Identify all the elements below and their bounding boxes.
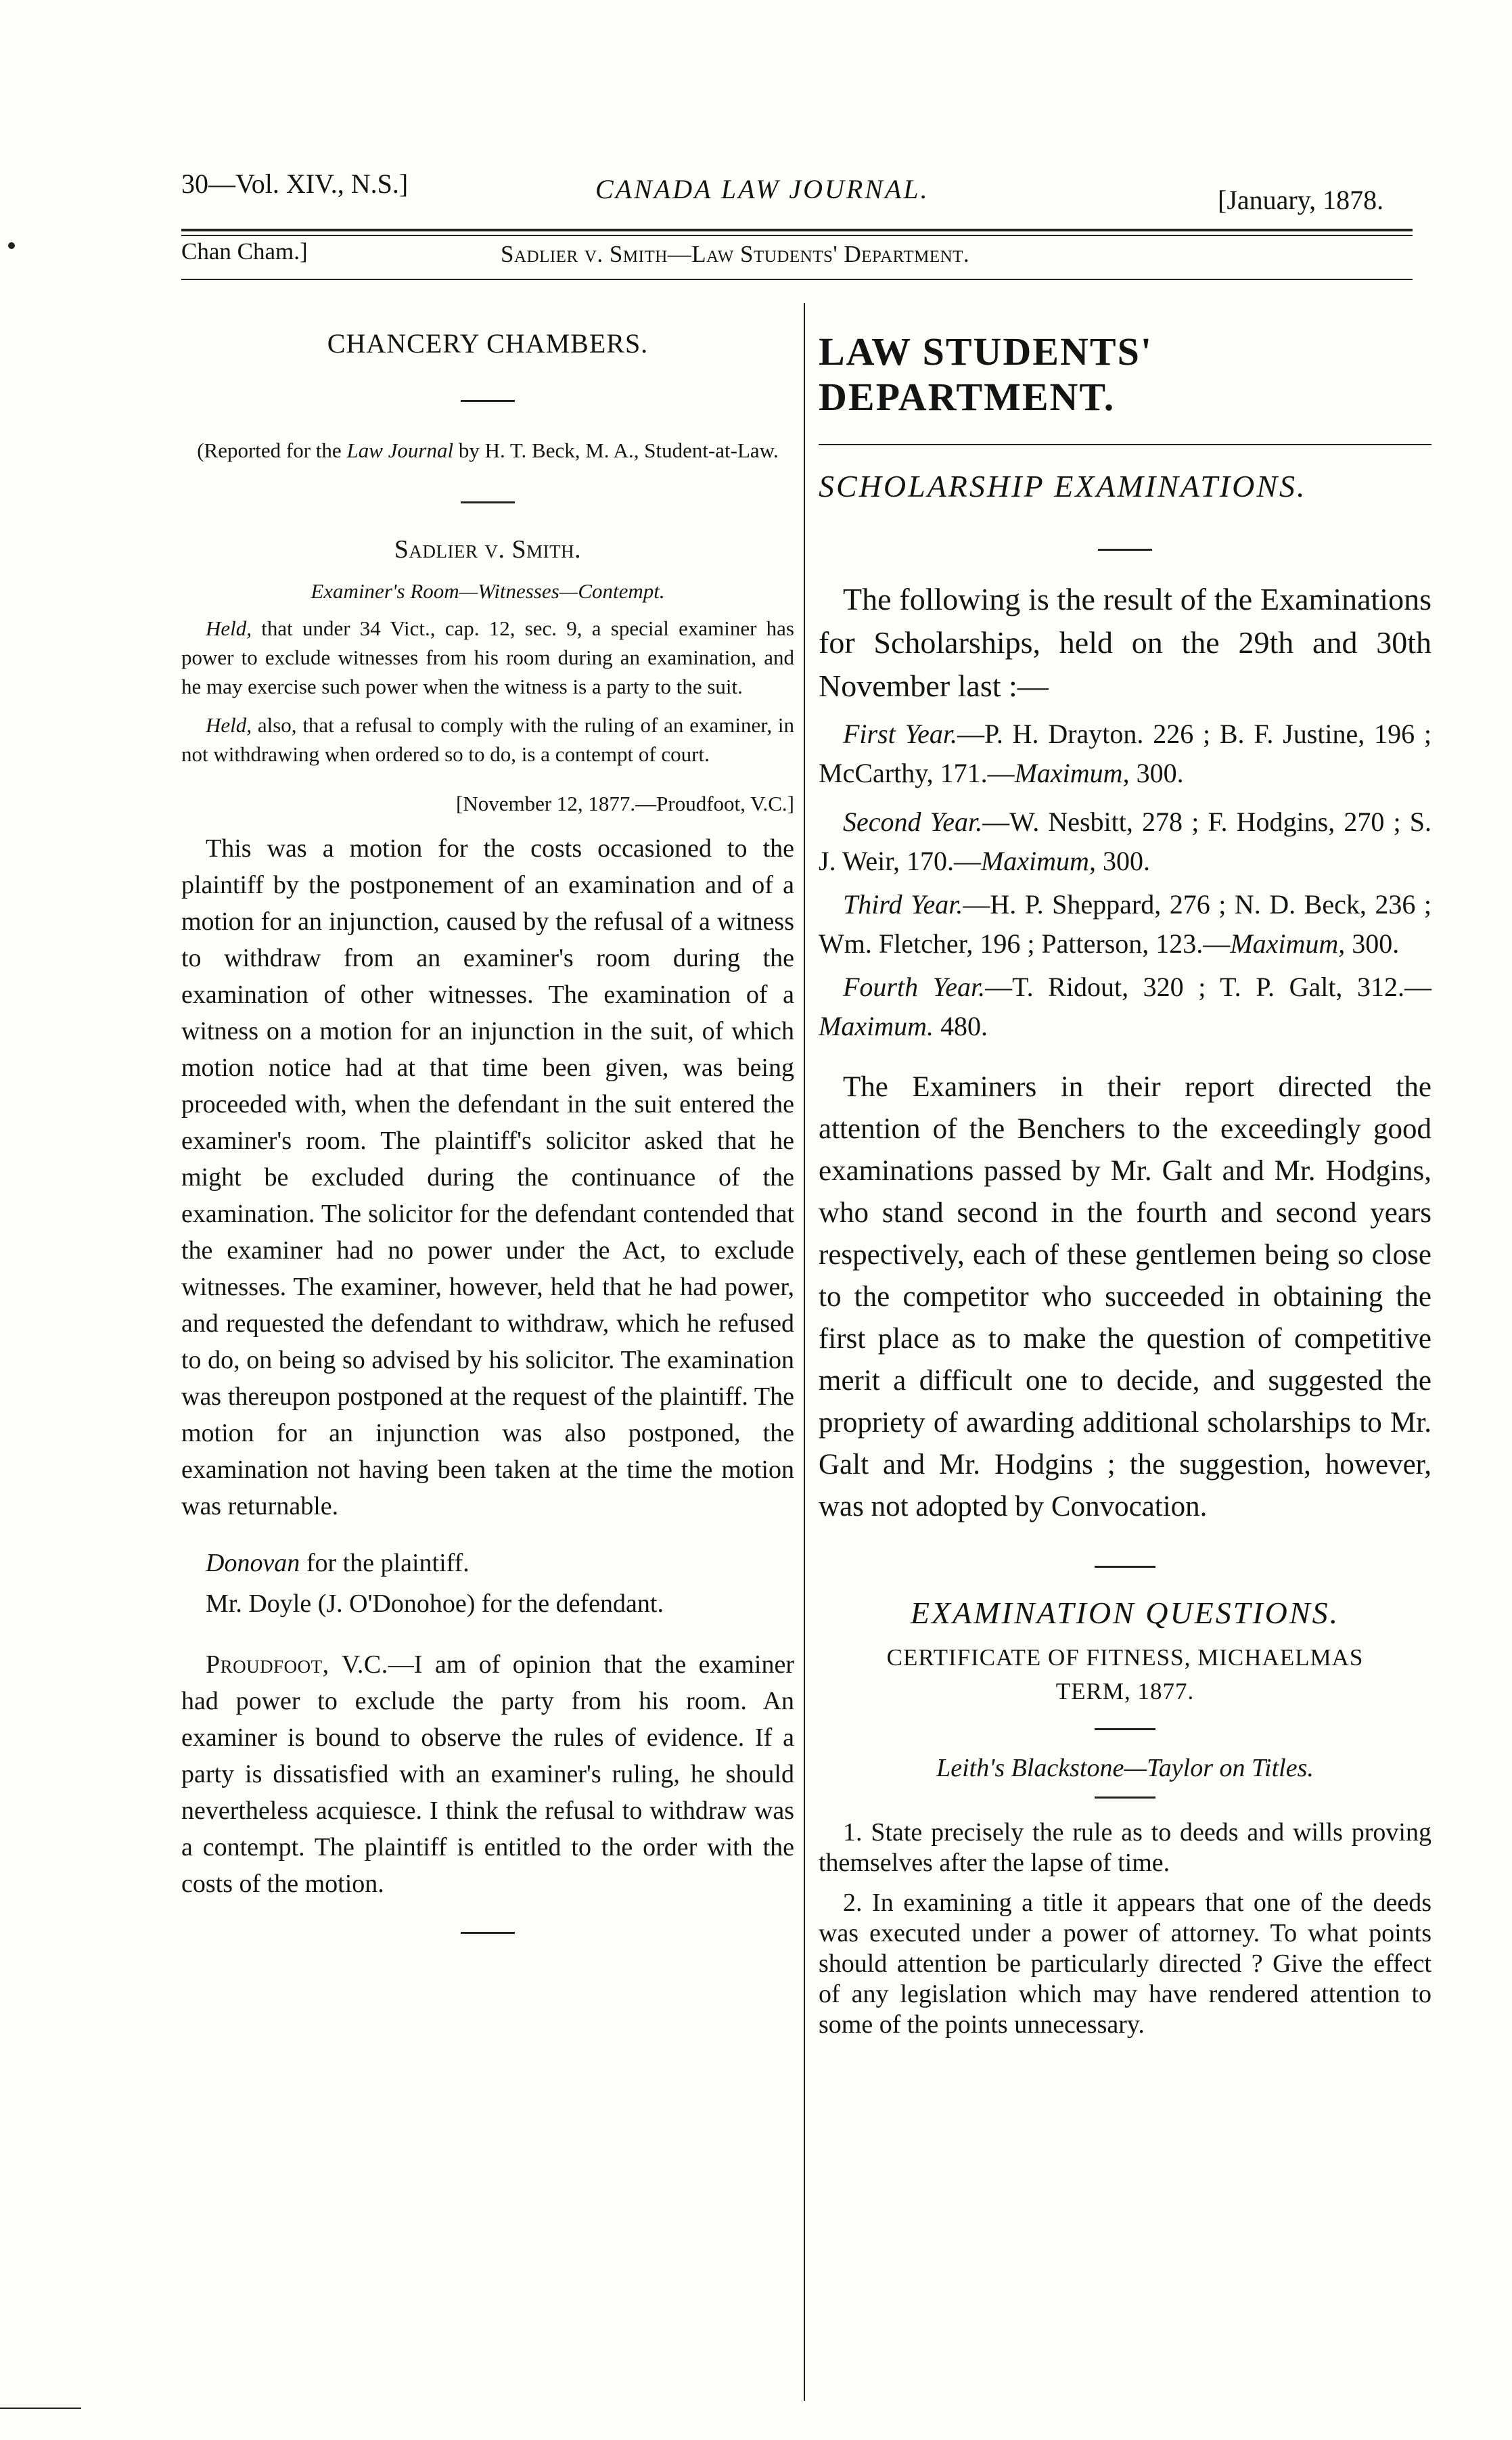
- result-fourth-year: [819, 968, 1431, 1046]
- result-fourth-year-tail: 480.: [933, 1011, 988, 1041]
- result-fourth-year-max: Maximum.: [819, 1011, 934, 1041]
- dept-title: LAW STUDENTS' DEPARTMENT.: [819, 330, 1153, 419]
- held-2: [181, 710, 794, 769]
- reported-name: by H. T. Beck, M. A., Student-at-Law.: [453, 438, 779, 462]
- reported-prefix: (Reported for the: [197, 438, 347, 462]
- result-first-year: [819, 715, 1431, 793]
- journal-title: CANADA LAW JOURNAL.: [595, 174, 930, 204]
- headnote-title: Examiner's Room—Witnesses—Contempt.: [311, 579, 665, 603]
- result-third-year: [819, 885, 1431, 964]
- held-2-text: also, that a refusal to comply with the ruling of an examiner, in not withdrawing when ordered so to do, is a contempt of court.: [181, 713, 794, 766]
- result-second-year-text: —W. Nesbitt, 278 ; F. Hodgins, 270 ; S. J. Weir, 170.—: [819, 807, 1432, 876]
- subheader-rule: [181, 279, 1413, 280]
- header-rule-top: [181, 229, 1413, 231]
- left-column: [181, 327, 794, 1934]
- case-body: This was a motion for the costs occasioned to the plaintiff by the postponement of an examination and of a motion for an injunction, caused by the refusal of a witness to withdraw from an examiner's room during the examination of other witnesses. The examination of a witness on a motion for an injunction in the suit, of which motion notice had at that time been given, was being proceeded with, when the defendant in the suit entered the examiner's room. The plaintiff's solicitor asked that he might be excluded during the continuance of the examination. The solicitor for the defendant contended that the examiner had no power under the Act, to exclude witnesses. The examiner, however, held that he had power, and requested the defendant to withdraw, which he refused to do, on being so advised by his solicitor. The examination was thereupon postponed at the request of the plaintiff. The motion for an injunction was also postponed, the examination not having been taken at the time the motion was returnable.: [181, 834, 794, 1520]
- result-first-year-text: —P. H. Drayton. 226 ; B. F. Justine, 196 ; McCarthy, 171.—: [819, 719, 1431, 788]
- report-rule: [1095, 1566, 1155, 1568]
- cert-line-1: CERTIFICATE OF FITNESS, MICHAELMAS: [886, 1644, 1364, 1671]
- counsel-defendant: Mr. Doyle (J. O'Donohoe) for the defendant.: [206, 1589, 664, 1618]
- result-fourth-year-text: —T. Ridout, 320 ; T. P. Galt, 312.—: [985, 972, 1431, 1002]
- section-title: CHANCERY CHAMBERS.: [327, 328, 649, 359]
- right-column: [819, 329, 1431, 2040]
- result-second-year-max: Maximum,: [980, 846, 1096, 876]
- judgment: [181, 1646, 794, 1902]
- scholarship-rule: [1098, 549, 1152, 551]
- result-first-year-max: Maximum,: [1014, 758, 1130, 788]
- subheader-left: Chan Cham.]: [181, 238, 308, 265]
- counsel-plaintiff: [181, 1545, 794, 1581]
- result-second-year-label: Second Year.: [843, 807, 983, 837]
- result-third-year-label: Third Year.: [843, 889, 963, 920]
- results-list: [819, 715, 1431, 1046]
- section-rule: [461, 400, 515, 402]
- judgment-text: —I am of opinion that the examiner had power to exclude the party from his room. An examiner is bound to observe the rules of evidence. If a party is dissatisfied with an examiner's ruling, he should nevertheless acquiesce. I think the refusal to withdraw was a contempt. The plaintiff is entitled to the order with the costs of the motion.: [181, 1650, 794, 1898]
- header-rule-bottom: [181, 235, 1413, 236]
- result-fourth-year-label: Fourth Year.: [843, 972, 986, 1002]
- cert-rule: [1095, 1728, 1155, 1730]
- end-rule: [461, 1932, 515, 1934]
- counsel-plaintiff-name: Donovan: [206, 1549, 300, 1577]
- held-1-text: that under 34 Vict., cap. 12, sec. 9, a special examiner has power to exclude witnesses from his room during an examination, and he may exercise such power when the witness is a party to the suit.: [181, 616, 794, 698]
- judgment-label: Proudfoot, V.C.: [206, 1650, 388, 1679]
- result-third-year-tail: 300.: [1345, 928, 1400, 959]
- margin-mark: [8, 242, 15, 249]
- examiners-report: The Examiners in their report directed the attention of the Benchers to the exceedingly good examinations passed by Mr. Galt and Mr. Hodgins, who stand second in the fourth and second years respectively, each of these gentlemen being so close to the competitor who succeeded in obtaining the first place as to make the question of competitive merit a difficult one to decide, and suggested the propriety of awarding additional scholarships to Mr. Galt and Mr. Hodgins ; the suggestion, however, was not adopted by Convocation.: [819, 1071, 1431, 1522]
- dept-rule: [819, 444, 1431, 445]
- question-2: 2. In examining a title it appears that one of the deeds was executed under a power of attorney. To what points should attention be particularly directed ? Give the effect of any legislation which may have rendered attention to some of the points unnecessary.: [819, 1889, 1431, 2039]
- exam-title: EXAMINATION QUESTIONS.: [910, 1596, 1340, 1630]
- subheader-center: Sadlier v. Smith—Law Students' Department.: [501, 241, 970, 267]
- results-intro: The following is the result of the Examinations for Scholarships, held on the 29th and 30th November last :—: [819, 582, 1431, 703]
- result-first-year-label: First Year.: [843, 719, 958, 749]
- result-second-year: [819, 803, 1431, 881]
- scholarship-title: SCHOLARSHIP EXAMINATIONS.: [819, 469, 1307, 503]
- result-first-year-tail: 300.: [1129, 758, 1184, 788]
- result-second-year-tail: 300.: [1095, 846, 1150, 876]
- subject-rule: [1095, 1797, 1155, 1799]
- reported-journal: Law Journal: [346, 438, 454, 462]
- held-1-label: Held,: [206, 616, 252, 640]
- reported-by: [181, 436, 794, 465]
- header-left: 30—Vol. XIV., N.S.]: [181, 168, 409, 199]
- header-date: [January, 1878.: [1218, 185, 1384, 215]
- date-line: [November 12, 1877.—Proudfoot, V.C.]: [456, 792, 794, 815]
- exam-subject: Leith's Blackstone—Taylor on Titles.: [936, 1754, 1314, 1782]
- question-1: 1. State precisely the rule as to deeds and wills proving themselves after the lapse of time.: [819, 1818, 1431, 1877]
- case-title: Sadlier v. Smith.: [394, 535, 582, 564]
- result-third-year-text: —H. P. Sheppard, 276 ; N. D. Beck, 236 ; Wm. Fletcher, 196 ; Patterson, 123.—: [819, 889, 1431, 959]
- bottom-edge-line: [0, 2408, 81, 2409]
- cert-line-2: TERM, 1877.: [1055, 1678, 1195, 1704]
- held-2-label: Held,: [206, 713, 252, 737]
- result-third-year-max: Maximum,: [1230, 928, 1346, 959]
- counsel-plaintiff-rest: for the plaintiff.: [300, 1549, 469, 1577]
- held-1: [181, 614, 794, 701]
- reported-rule: [461, 501, 515, 503]
- column-divider: [804, 303, 805, 2401]
